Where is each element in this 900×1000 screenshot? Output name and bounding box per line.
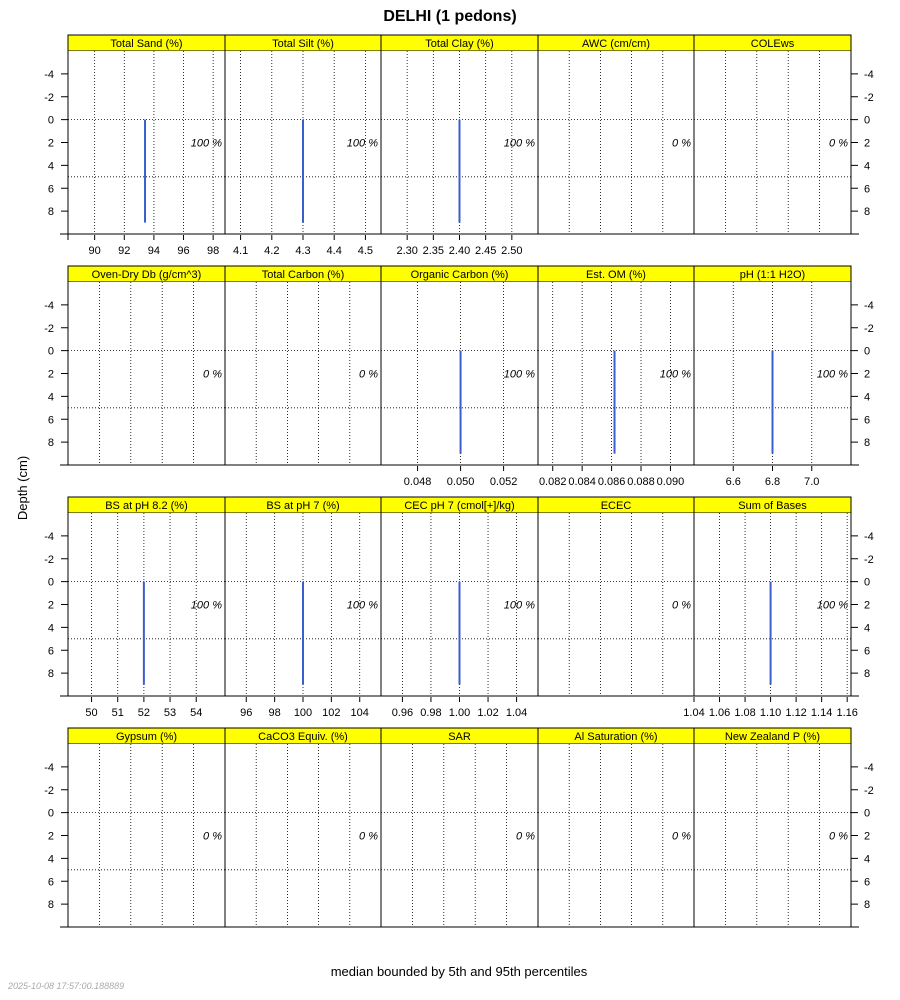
- panel-title: Total Silt (%): [272, 38, 334, 50]
- panel: [225, 266, 381, 465]
- panel: [68, 266, 225, 465]
- panel-title: Total Sand (%): [110, 38, 183, 50]
- x-tick-label: 1.16: [836, 707, 858, 719]
- panel-title: Total Carbon (%): [261, 269, 345, 281]
- y-tick-label-left: 8: [47, 668, 54, 681]
- x-tick-label: 1.04: [505, 707, 528, 719]
- panel: [225, 497, 381, 719]
- y-tick-label-right: -4: [864, 761, 874, 774]
- panel-percent-label: 0 %: [359, 830, 378, 843]
- y-tick-label-left: 0: [47, 345, 54, 358]
- panel-percent-label: 100 %: [190, 599, 222, 612]
- panels-layer: [44, 35, 874, 927]
- panel-percent-label: 100 %: [346, 599, 378, 612]
- x-tick-label: 2.50: [501, 245, 523, 257]
- panel-percent-label: 100 %: [503, 599, 535, 612]
- y-tick-label-right: 6: [864, 876, 871, 889]
- panel-background: [225, 282, 381, 465]
- x-tick-label: 4.1: [232, 245, 249, 257]
- panel: [538, 497, 694, 696]
- x-tick-label: 2.45: [474, 245, 497, 257]
- panel-background: [225, 744, 381, 927]
- panel-percent-label: 100 %: [503, 368, 535, 381]
- panel: [538, 266, 694, 488]
- panel-background: [68, 744, 225, 927]
- y-tick-label-left: 8: [47, 206, 54, 219]
- y-tick-label-left: 4: [47, 391, 54, 404]
- y-tick-label-right: 6: [864, 183, 871, 196]
- y-tick-label-left: 2: [47, 368, 54, 381]
- x-tick-label: 0.084: [568, 476, 596, 488]
- x-tick-label: 0.052: [489, 476, 518, 488]
- panel-percent-label: 0 %: [203, 830, 222, 843]
- x-tick-label: 7.0: [804, 476, 820, 488]
- panel-percent-label: 100 %: [503, 137, 535, 150]
- x-tick-label: 104: [350, 707, 369, 719]
- panel-title: CEC pH 7 (cmol[+]/kg): [404, 500, 515, 512]
- panel-title: SAR: [448, 731, 471, 743]
- y-tick-label-right: 4: [864, 622, 871, 635]
- x-tick-label: 102: [322, 707, 341, 719]
- panel-percent-label: 0 %: [672, 830, 691, 843]
- y-tick-label-left: -4: [44, 68, 54, 81]
- x-tick-label: 1.04: [683, 707, 705, 719]
- panel-title: ECEC: [600, 500, 632, 512]
- y-tick-label-right: -2: [864, 91, 874, 104]
- y-tick-label-left: -4: [44, 761, 54, 774]
- panel-background: [538, 744, 694, 927]
- panel-percent-label: 100 %: [659, 368, 691, 381]
- panel-background: [694, 744, 851, 927]
- panel-percent-label: 0 %: [672, 599, 691, 612]
- y-tick-label-right: 8: [864, 437, 871, 450]
- x-tick-label: 0.088: [627, 476, 655, 488]
- x-tick-label: 1.10: [759, 707, 782, 719]
- panel-background: [694, 51, 851, 234]
- y-tick-label-left: 0: [47, 807, 54, 820]
- panel-percent-label: 0 %: [829, 137, 848, 150]
- y-tick-label-left: -2: [44, 784, 54, 797]
- y-tick-label-right: 2: [864, 137, 871, 150]
- panel: [538, 728, 694, 927]
- y-tick-label-left: 4: [47, 160, 54, 173]
- x-tick-label: 0.96: [391, 707, 414, 719]
- panel-title: BS at pH 8.2 (%): [105, 500, 188, 512]
- panel: [225, 728, 381, 927]
- x-tick-label: 100: [293, 707, 313, 719]
- x-tick-label: 2.40: [448, 245, 471, 257]
- panel-percent-label: 0 %: [829, 830, 848, 843]
- y-tick-label-right: 8: [864, 206, 871, 219]
- panel: [68, 35, 225, 257]
- x-tick-label: 0.082: [538, 476, 567, 488]
- x-axis-label: median bounded by 5th and 95th percentiles: [330, 964, 588, 979]
- x-tick-label: 4.4: [326, 245, 342, 257]
- x-tick-label: 90: [88, 245, 101, 257]
- panel-title: Est. OM (%): [586, 269, 646, 281]
- panel: [683, 497, 858, 719]
- y-tick-label-right: 4: [864, 853, 871, 866]
- y-tick-label-right: 0: [864, 576, 871, 589]
- y-tick-label-right: 6: [864, 645, 871, 658]
- y-tick-label-left: 8: [47, 899, 54, 912]
- y-tick-label-right: 2: [864, 368, 871, 381]
- panel-background: [538, 51, 694, 234]
- x-tick-label: 96: [240, 707, 253, 719]
- x-tick-label: 0.050: [446, 476, 475, 488]
- panel: [68, 728, 225, 927]
- panel-title: CaCO3 Equiv. (%): [258, 731, 348, 743]
- panel-percent-label: 100 %: [346, 137, 378, 150]
- y-tick-label-right: -2: [864, 553, 874, 566]
- y-tick-label-right: 0: [864, 114, 871, 127]
- x-tick-label: 1.02: [477, 707, 499, 719]
- y-tick-label-left: 6: [47, 876, 54, 889]
- y-tick-label-right: -4: [864, 530, 874, 543]
- y-tick-label-right: -4: [864, 299, 874, 312]
- y-tick-label-left: 2: [47, 830, 54, 843]
- y-tick-label-right: 0: [864, 807, 871, 820]
- panel-title: Sum of Bases: [738, 500, 807, 512]
- x-tick-label: 98: [268, 707, 281, 719]
- panel-title: Organic Carbon (%): [410, 269, 509, 281]
- panel-title: Total Clay (%): [425, 38, 494, 50]
- y-tick-label-left: 0: [47, 114, 54, 127]
- y-tick-label-left: 4: [47, 853, 54, 866]
- x-tick-label: 92: [118, 245, 131, 257]
- panel-title: Al Saturation (%): [574, 731, 658, 743]
- y-tick-label-left: -2: [44, 322, 54, 335]
- y-tick-label-right: 4: [864, 160, 871, 173]
- x-tick-label: 0.98: [420, 707, 442, 719]
- panel-title: New Zealand P (%): [724, 731, 821, 743]
- x-tick-label: 1.08: [734, 707, 756, 719]
- y-tick-label-right: 0: [864, 345, 871, 358]
- x-tick-label: 6.8: [764, 476, 781, 488]
- panel-title: Oven-Dry Db (g/cm^3): [91, 269, 202, 281]
- x-tick-label: 1.14: [810, 707, 833, 719]
- y-tick-label-left: 8: [47, 437, 54, 450]
- chart-title: DELHI (1 pedons): [383, 8, 517, 25]
- y-tick-label-left: 6: [47, 414, 54, 427]
- x-tick-label: 4.2: [264, 245, 280, 257]
- x-tick-label: 54: [190, 707, 203, 719]
- y-tick-label-right: 2: [864, 830, 871, 843]
- panel-percent-label: 100 %: [816, 599, 848, 612]
- panel: [68, 497, 225, 719]
- y-tick-label-right: 2: [864, 599, 871, 612]
- panel-background: [381, 744, 538, 927]
- y-tick-label-left: 6: [47, 645, 54, 658]
- panel-title: Gypsum (%): [115, 731, 178, 743]
- panel: [694, 266, 851, 488]
- x-tick-label: 52: [137, 707, 151, 719]
- panel: [225, 35, 381, 257]
- panel-title: COLEws: [750, 38, 795, 50]
- panel: [381, 266, 538, 488]
- y-tick-label-right: 6: [864, 414, 871, 427]
- y-tick-label-right: -2: [864, 322, 874, 335]
- y-tick-label-left: 0: [47, 576, 54, 589]
- panel: [694, 728, 851, 927]
- x-tick-label: 2.35: [422, 245, 445, 257]
- x-tick-label: 96: [177, 245, 190, 257]
- x-tick-label: 1.00: [448, 707, 471, 719]
- x-tick-label: 98: [207, 245, 220, 257]
- panel-percent-label: 100 %: [816, 368, 848, 381]
- x-tick-label: 94: [147, 245, 161, 257]
- x-tick-label: 0.086: [597, 476, 626, 488]
- panel-title: AWC (cm/cm): [581, 38, 651, 50]
- x-tick-label: 1.12: [785, 707, 807, 719]
- y-tick-label-left: 4: [47, 622, 54, 635]
- y-tick-label-left: 2: [47, 599, 54, 612]
- panel: [381, 35, 538, 257]
- y-tick-label-left: -2: [44, 553, 54, 566]
- x-tick-label: 50: [85, 707, 98, 719]
- x-tick-label: 4.3: [295, 245, 311, 257]
- x-tick-label: 1.06: [708, 707, 731, 719]
- panel: [538, 35, 694, 234]
- y-tick-label-left: 6: [47, 183, 54, 196]
- x-tick-label: 2.30: [396, 245, 418, 257]
- y-tick-label-left: -2: [44, 91, 54, 104]
- panel-background: [68, 282, 225, 465]
- panel-title: pH (1:1 H2O): [739, 269, 806, 281]
- panel-background: [538, 513, 694, 696]
- panel-percent-label: 100 %: [190, 137, 222, 150]
- panel-title: BS at pH 7 (%): [266, 500, 340, 512]
- panel: [381, 728, 538, 927]
- x-tick-label: 0.090: [656, 476, 685, 488]
- x-tick-label: 51: [111, 707, 124, 719]
- y-axis-label: Depth (cm): [15, 455, 30, 521]
- panel: [694, 35, 851, 234]
- y-tick-label-left: -4: [44, 530, 54, 543]
- panel-percent-label: 0 %: [516, 830, 535, 843]
- x-tick-label: 53: [163, 707, 177, 719]
- y-tick-label-right: 8: [864, 668, 871, 681]
- y-tick-label-left: -4: [44, 299, 54, 312]
- y-tick-label-right: 8: [864, 899, 871, 912]
- x-tick-label: 0.048: [403, 476, 432, 488]
- x-tick-label: 4.5: [357, 245, 374, 257]
- y-tick-label-right: 4: [864, 391, 871, 404]
- panel: [381, 497, 538, 719]
- panel-percent-label: 0 %: [359, 368, 378, 381]
- timestamp: 2025-10-08 17:57:00.188889: [8, 981, 125, 991]
- y-tick-label-left: 2: [47, 137, 54, 150]
- panel-percent-label: 0 %: [203, 368, 222, 381]
- y-tick-label-right: -2: [864, 784, 874, 797]
- panel-percent-label: 0 %: [672, 137, 691, 150]
- y-tick-label-right: -4: [864, 68, 874, 81]
- x-tick-label: 6.6: [725, 476, 741, 488]
